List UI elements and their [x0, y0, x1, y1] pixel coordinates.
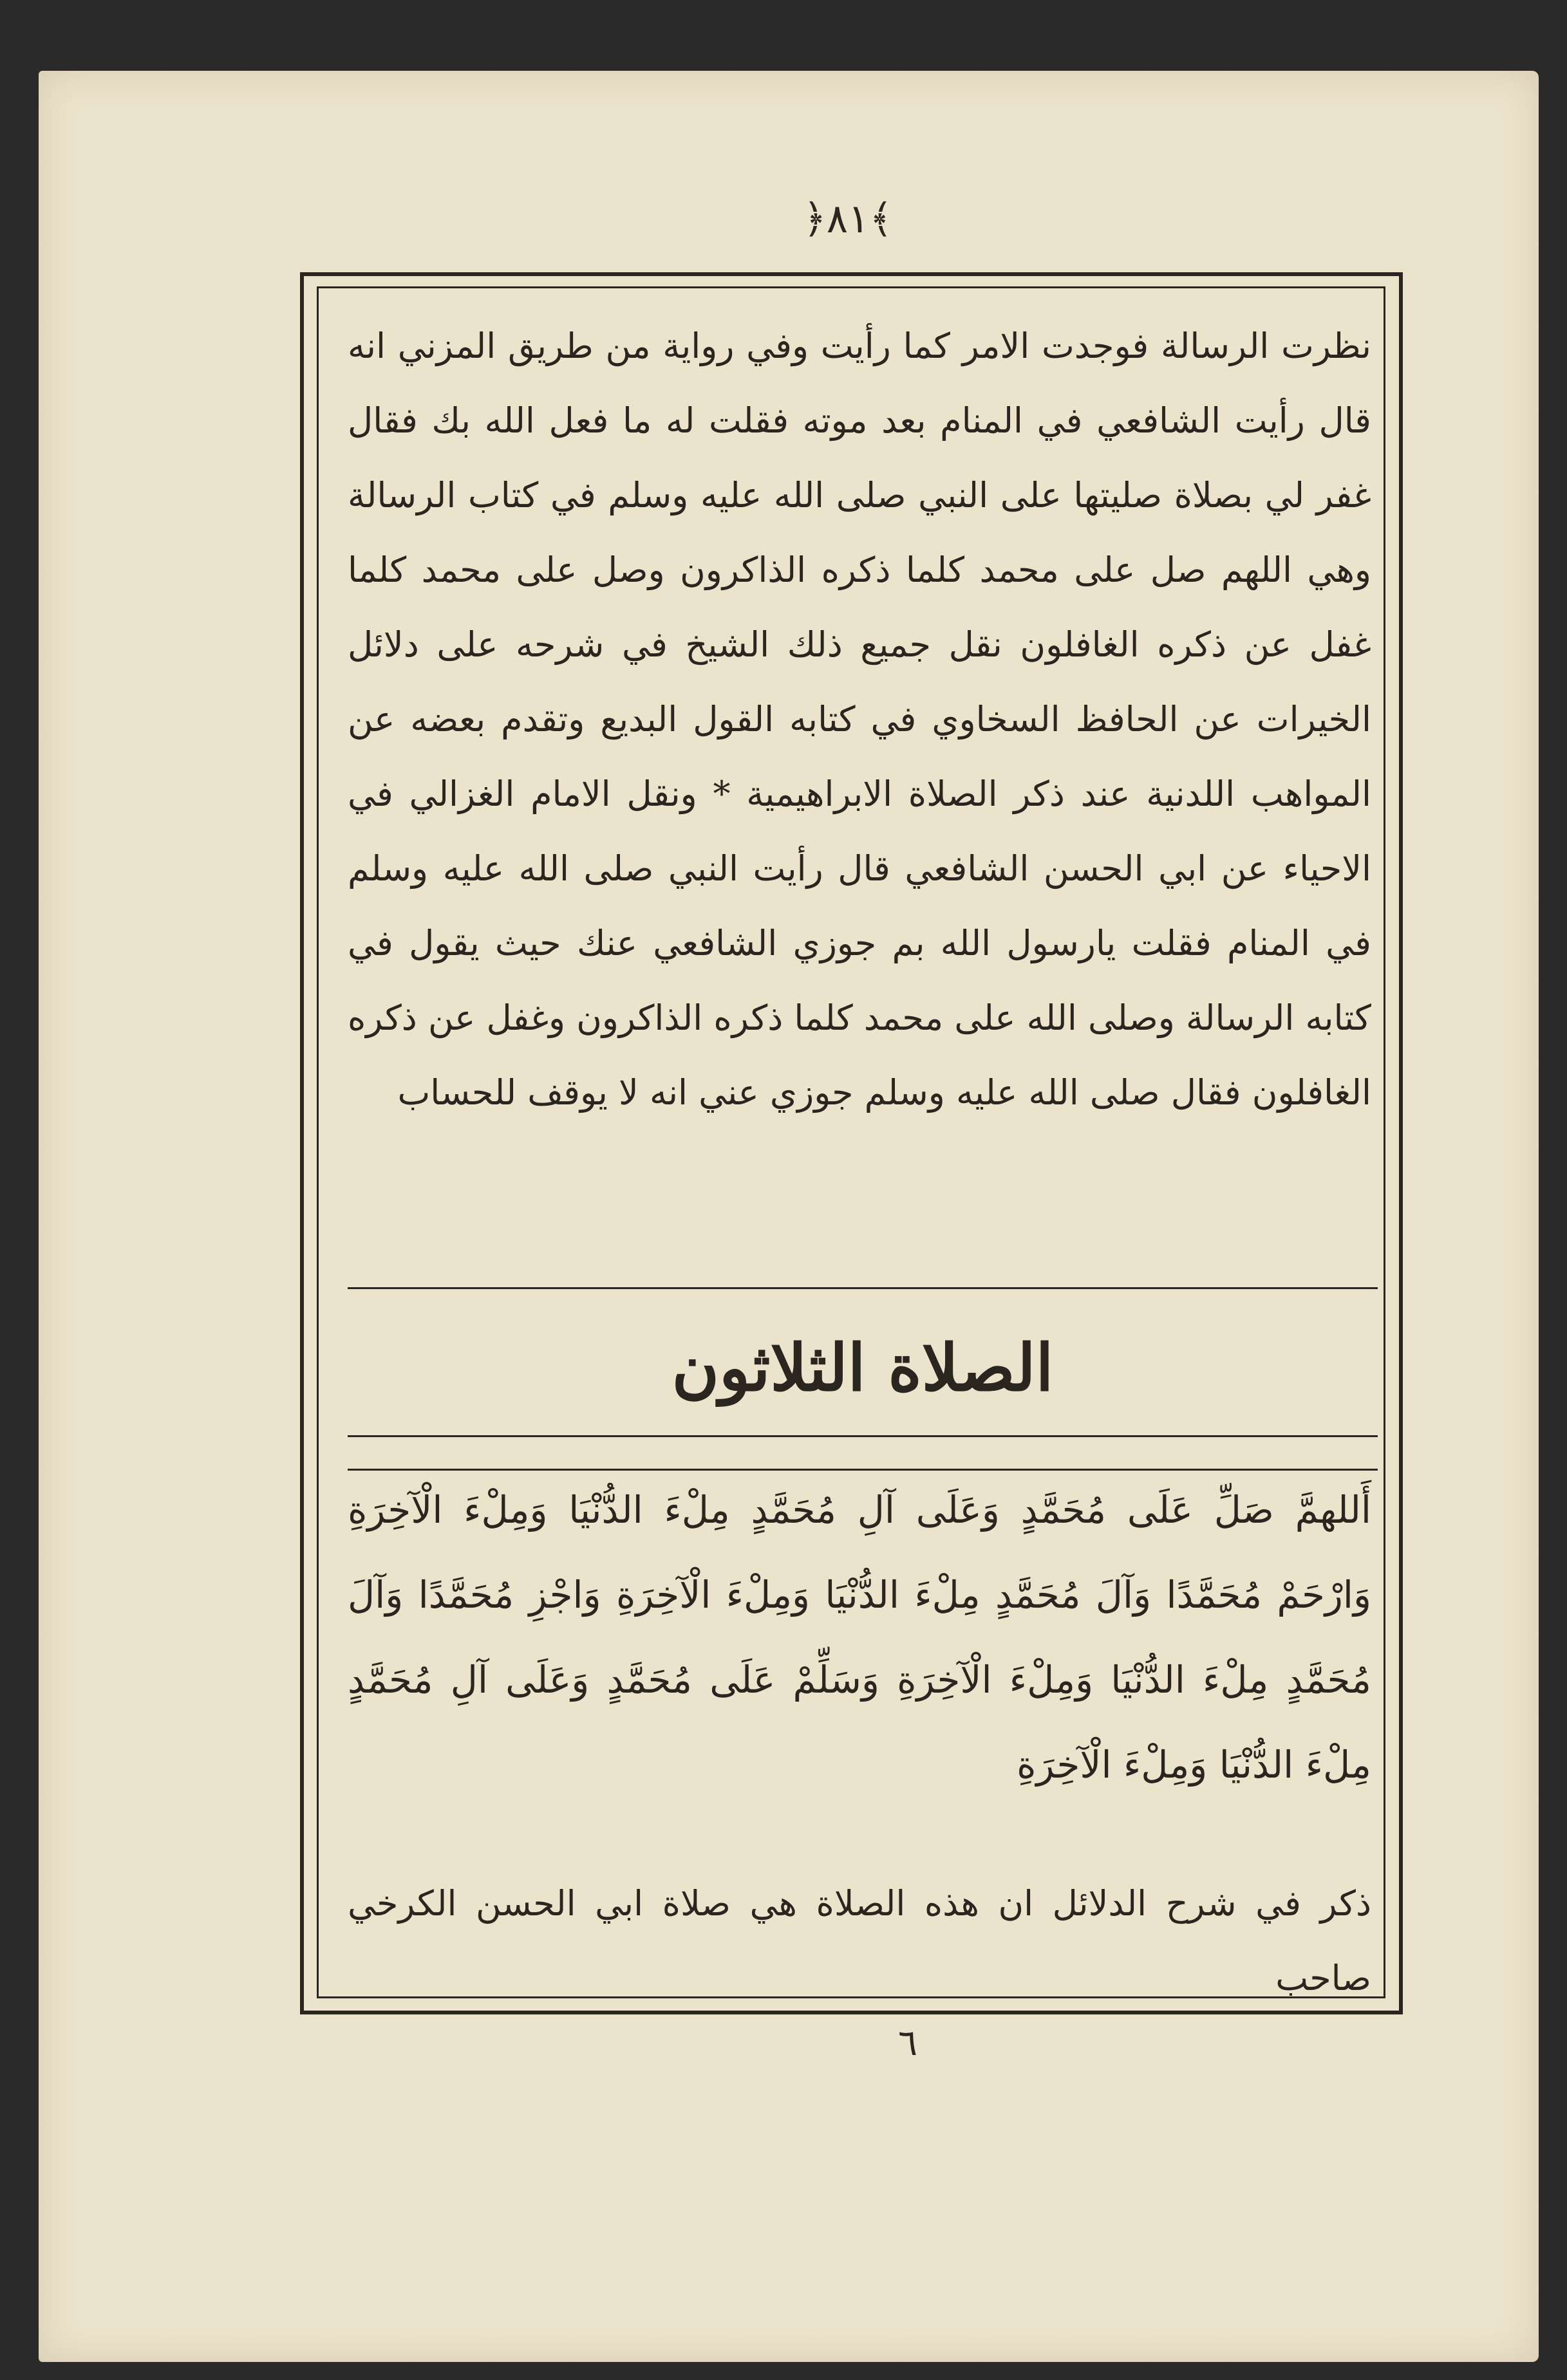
signature-mark: ٦: [897, 2022, 918, 2064]
section-divider-top: [348, 1287, 1378, 1289]
section-heading: الصلاة الثلاثون: [671, 1330, 1054, 1406]
prayer-text: أَللهمَّ صَلِّ عَلَى مُحَمَّدٍ وَعَلَى آلِ مُحَمَّدٍ مِلْءَ الدُّنْيَا وَمِلْءَ الْآخِرَةِ وَارْحَمْ مُحَمَّدًا وَآلَ مُحَمَّدٍ مِلْءَ الدُّنْيَا وَمِلْءَ الْآخِرَةِ وَاجْزِ مُحَمَّدًا وَآلَ مُحَمَّدٍ مِلْءَ الدُّنْيَا وَمِلْءَ الْآخِرَةِ وَسَلِّمْ عَلَى مُحَمَّدٍ وَعَلَى آلِ مُحَمَّدٍ مِلْءَ الدُّنْيَا وَمِلْءَ الْآخِرَةِ: [348, 1488, 1371, 1787]
page-number: ﴾٨١﴿: [803, 195, 893, 242]
paragraph-3: ذكر في شرح الدلائل ان هذه الصلاة هي صلاة ابي الحسن الكرخي صاحب: [348, 1883, 1371, 1998]
section-divider-mid: [348, 1435, 1378, 1437]
paragraph-1: نظرت الرسالة فوجدت الامر كما رأيت وفي رواية من طريق المزني انه قال رأيت الشافعي في المنام بعد موته فقلت له ما فعل الله بك فقال غفر لي بصلاة صليتها على النبي صلى الله عليه وسلم في كتاب الرسالة وهي اللهم صل على محمد كلما ذكره الذاكرون وصل على محمد كلما غفل عن ذكره الغافلون نقل جميع ذلك الشيخ في شرحه على دلائل الخيرات عن الحافظ السخاوي في كتابه القول البديع وتقدم بعضه عن المواهب اللدنية عند ذكر الصلاة الابراهيمية * ونقل الامام الغزالي في الاحياء عن ابي الحسن الشافعي قال رأيت النبي صلى الله عليه وسلم في المنام فقلت يارسول الله بم جوزي الشافعي عنك حيث يقول في كتابه الرسالة وصلى الله على محمد كلما ذكره الذاكرون وغفل عن ذكره الغافلون فقال صلى الله عليه وسلم جوزي عني انه لا يوقف للحساب: [348, 326, 1371, 1113]
